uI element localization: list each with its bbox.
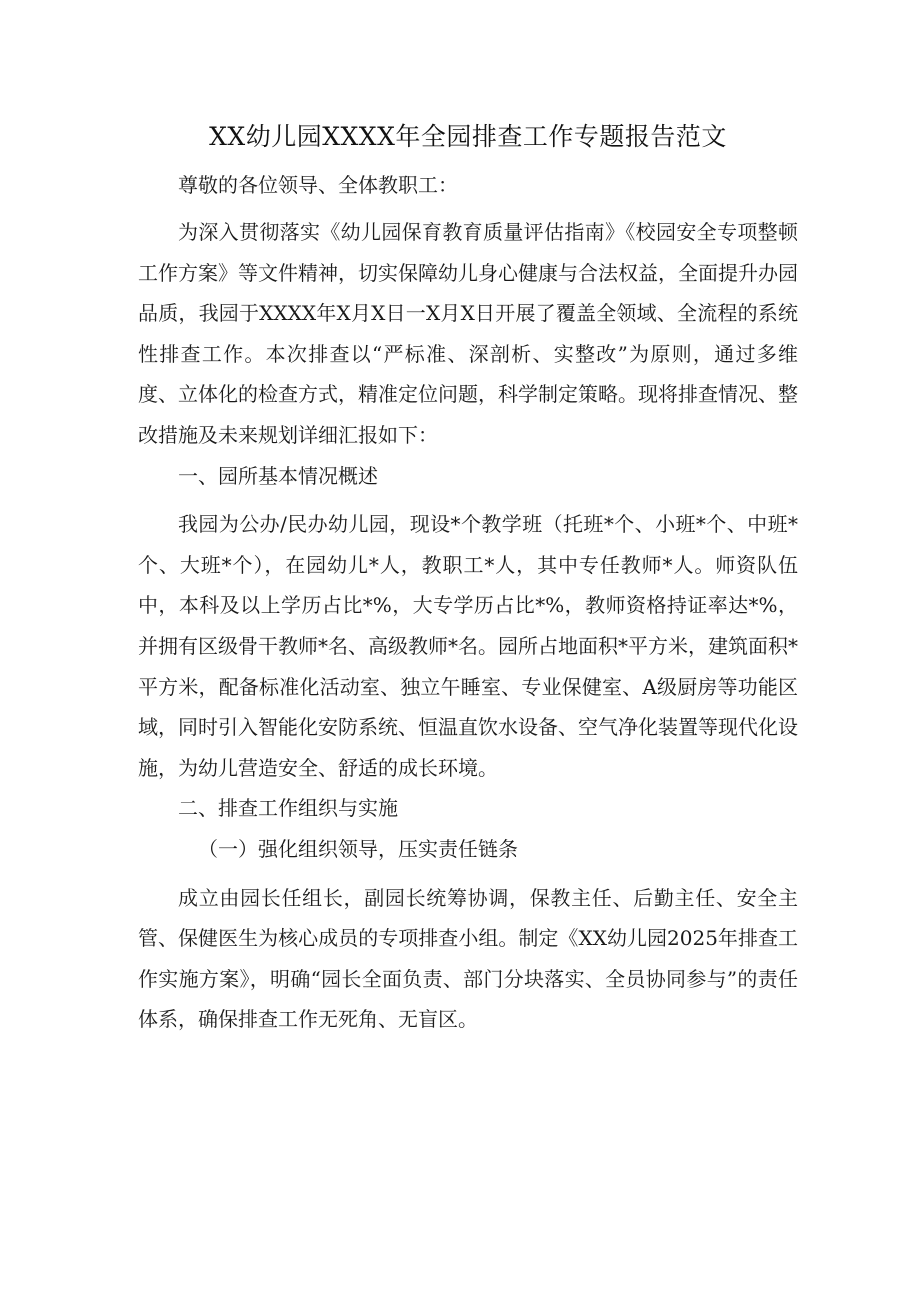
subsection-2-1-paragraph: 成立由园长任组长，副园长统筹协调，保教主任、后勤主任、安全主管、保健医生为核心成员的专项排查小组。制定《XX幼儿园2025年排查工作实施方案》，明确“园长全面负责、部门分块落实、全员协同参与”的责任体系，确保排查工作无死角、无盲区。 — [138, 885, 798, 1032]
section-heading-1: 一、园所基本情况概述 — [178, 463, 378, 488]
subsection-heading-2-1: （一）强化组织领导，压实责任链条 — [198, 836, 518, 861]
salutation: 尊敬的各位领导、全体教职工： — [178, 173, 458, 197]
intro-paragraph: 为深入贯彻落实《幼儿园保育教育质量评估指南》《校园安全专项整顿工作方案》等文件精神，切实保障幼儿身心健康与合法权益，全面提升办园品质，我园于XXXX年X月X日一X月X日开展了覆盖全领域、全流程的系统性排查工作。本次排查以“严标准、深剖析、实整改”为原则，通过多维度、立体化的检查方式，精准定位问题，科学制定策略。现将排查情况、整改措施及未来规划详细汇报如下： — [138, 220, 798, 447]
section-1-paragraph: 我园为公办/民办幼儿园，现设*个教学班（托班*个、小班*个、中班*个、大班*个），在园幼儿*人，教职工*人，其中专任教师*人。师资队伍中，本科及以上学历占比*%，大专学历占比*%，教师资格持证率达*%，并拥有区级骨干教师*名、高级教师*名。园所占地面积*平方米，建筑面积*平方米，配备标准化活动室、独立午睡室、专业保健室、A级厨房等功能区域，同时引入智能化安防系统、恒温直饮水设备、空气净化装置等现代化设施，为幼儿营造安全、舒适的成长环境。 — [138, 512, 798, 780]
section-heading-2: 二、排查工作组织与实施 — [178, 796, 398, 821]
document-page — [138, 118, 798, 1040]
document-title: XX幼儿园XXXX年全园排查工作专题报告范文 — [209, 122, 727, 151]
